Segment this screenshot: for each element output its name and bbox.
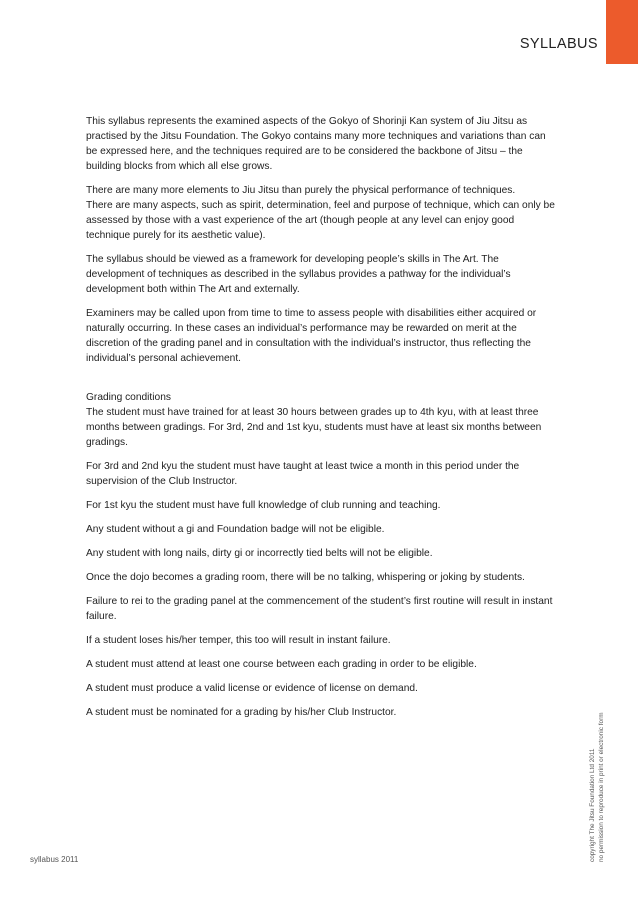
grading-heading: Grading conditions [86,392,171,403]
intro-paragraph-5: Examiners may be called upon from time to time to assess people with disabilities either acquired or naturally occurring. In these cases an individual’s performance may be rewarded on merit at the discretion of the grading panel and in consultation with the individual’s instructor, thus reflecting the individual’s personal achievement. [86,308,537,364]
corner-tab [606,0,638,64]
copyright-line: copyright The Jitsu Foundation Ltd 2011 [589,748,596,862]
intro-paragraph-4: The syllabus should be viewed as a framework for developing people’s skills in The Art. The development of techniques as described in the syllabus provides a pathway for the individual’s development both within The Art and externally. [86,254,511,295]
grading-item: Any student with long nails, dirty gi or incorrectly tied belts will not be eligible. [86,548,433,559]
grading-item: For 1st kyu the student must have full knowledge of club running and teaching. [86,500,441,511]
grading-item: If a student loses his/her temper, this too will result in instant failure. [86,635,391,646]
grading-item: Failure to rei to the grading panel at the commencement of the student’s first routine will result in instant failure. [86,596,553,622]
syllabus-content [86,114,556,729]
intro-paragraph-2: There are many more elements to Jiu Jitsu than purely the physical performance of techniques. [86,185,516,196]
grading-item: The student must have trained for at least 30 hours between grades up to 4th kyu, with at least three months between gradings. For 3rd, 2nd and 1st kyu, students must have at least six months between gradings. [86,407,542,448]
grading-item: Any student without a gi and Foundation badge will not be eligible. [86,524,385,535]
reproduction-notice: no permission to reproduce in print or electronic form [598,712,605,862]
grading-item: A student must produce a valid license or evidence of license on demand. [86,683,418,694]
grading-item: A student must attend at least one course between each grading in order to be eligible. [86,659,477,670]
grading-item: Once the dojo becomes a grading room, there will be no talking, whispering or joking by students. [86,572,525,583]
grading-item: For 3rd and 2nd kyu the student must have taught at least twice a month in this period under the supervision of the Club Instructor. [86,461,520,487]
page-title: SYLLABUS [519,36,598,52]
intro-paragraph-3: There are many aspects, such as spirit, determination, feel and purpose of technique, which can only be assessed by those with a vast experience of the art (though people at any level can enjoy good technique purely for its aesthetic value). [86,200,555,241]
intro-paragraph-1: This syllabus represents the examined aspects of the Gokyo of Shorinji Kan system of Jiu Jitsu as practised by the Jitsu Foundation. The Gokyo contains many more techniques and variations than can be expressed here, and the techniques required are to be considered the backbone of Jitsu – the building blocks from which all else grows. [86,116,546,172]
grading-item: A student must be nominated for a grading by his/her Club Instructor. [86,707,397,718]
footer-label: syllabus 2011 [30,855,79,864]
copyright-notice [588,712,606,862]
